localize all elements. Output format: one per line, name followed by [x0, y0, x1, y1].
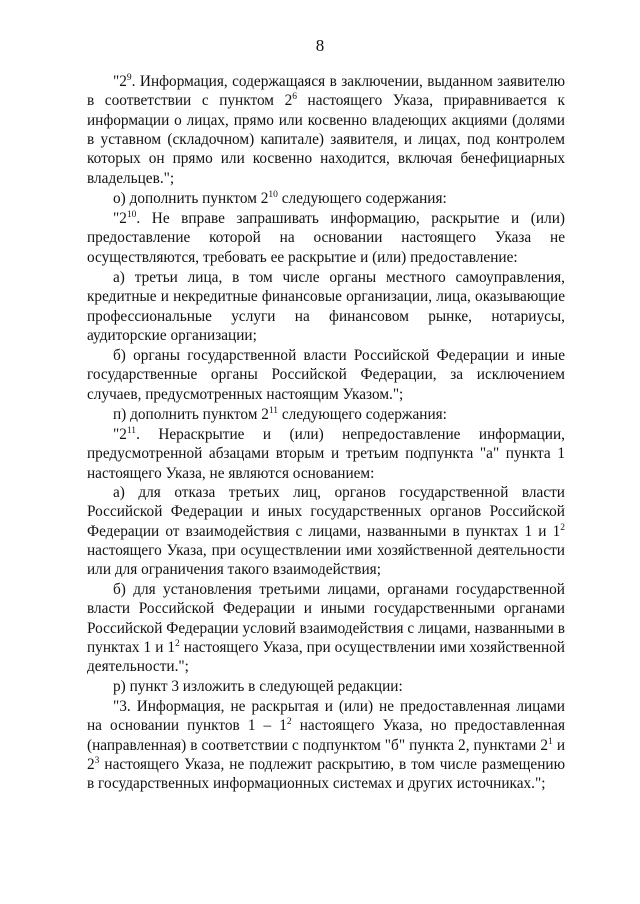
- superscript: 11: [268, 406, 279, 416]
- text-run: а) для отказа третьих лиц, органов государственной власти Российской Федерации и иных государственных органов Российской Федерации от взаимодействия с лицами, названными в пунктах 1 и 1: [87, 484, 565, 540]
- paragraph-2-10-text: [87, 209, 565, 267]
- paragraph-2-9-information: [87, 72, 565, 188]
- superscript: 1: [548, 736, 553, 747]
- superscript: 3: [94, 756, 100, 767]
- text-run: следующего содержания:: [278, 406, 447, 423]
- text-run: р) пункт 3 изложить в следующей редакции:: [113, 678, 403, 695]
- superscript: 2: [175, 639, 180, 650]
- text-run: настоящего Указа, приравнивается к информации о лицах, прямо или косвенно владеющих акциями (долями в уставном (складочном) капитале) заявителя, и лицах, под контролем которых он прямо или косвенно находится, включая бенефициарных владельцев.";: [87, 92, 565, 187]
- text-run: и 2: [87, 736, 566, 774]
- paragraph-subitem-a-refusal: [87, 483, 565, 580]
- text-run: настоящего Указа, не подлежит раскрытию, в том числе размещению в государственных информационных системах и других источниках.";: [87, 756, 565, 793]
- superscript: 2: [286, 717, 292, 728]
- text-run: настоящего Указа, но предоставленная (направленная) в соответствии с подпунктом "б" пункта 2, пунктами 2: [87, 717, 566, 754]
- text-run: настоящего Указа, при осуществлении ими хозяйственной деятельности.";: [87, 639, 565, 676]
- text-run: "2: [113, 73, 127, 90]
- paragraph-subitem-a-third-parties: [87, 268, 565, 345]
- text-run: "2: [113, 210, 127, 227]
- paragraph-item-r: [87, 677, 565, 696]
- text-run: о) дополнить пунктом 2: [113, 190, 269, 207]
- paragraph-2-11-text: [87, 425, 565, 483]
- text-run: п) дополнить пунктом 2: [113, 406, 269, 423]
- text-run: б) для установления третьими лицами, органами государственной власти Российской Федерации и иными государственными органами Российской Федерации условий взаимодействия с лицами, названными в пунктах 1 и 1: [87, 581, 565, 657]
- paragraph-3-information: [87, 697, 565, 794]
- paragraph-subitem-b-state-bodies: [87, 346, 565, 404]
- superscript: 10: [126, 210, 137, 220]
- superscript: 9: [126, 73, 132, 83]
- superscript: 2: [560, 522, 565, 533]
- text-run: . Не вправе запрашивать информацию, раскрытие и (или) предоставление которой на основании настоящего Указа не осуществляются, требовать ее раскрытие и (или) предоставление:: [87, 210, 565, 266]
- superscript: 11: [126, 426, 137, 436]
- text-run: "3. Информация, не раскрытая и (или) не предоставленная лицами на основании пунктов 1 – 1: [87, 698, 565, 735]
- paragraph-item-p: [87, 405, 565, 424]
- page-number: 8: [315, 36, 325, 55]
- superscript: 10: [268, 190, 278, 200]
- text-run: а) третьи лица, в том числе органы местного самоуправления, кредитные и некредитные финансовые организации, лица, оказывающие профессиональные услуги на финансовом рынке, нотариусы, аудиторские организации;: [87, 269, 565, 345]
- text-run: настоящего Указа, при осуществлении ими хозяйственной деятельности или для ограничения такого взаимодействия;: [87, 542, 565, 579]
- text-run: . Информация, содержащаяся в заключении, выданном заявителю в соответствии с пунктом 2: [87, 73, 565, 110]
- text-run: б) органы государственной власти Российской Федерации и иные государственные органы Российской Федерации, за исключением случаев, предусмотренных настоящим Указом.";: [87, 347, 565, 403]
- paragraph-subitem-b-conditions: [87, 580, 565, 677]
- superscript: 6: [292, 92, 297, 103]
- paragraph-item-o: [87, 189, 565, 208]
- text-run: "2: [113, 426, 127, 443]
- text-run: следующего содержания:: [277, 190, 447, 207]
- text-run: . Нераскрытие и (или) непредоставление информации, предусмотренной абзацами вторым и третьим подпункта "а" пункта 1 настоящего Указа, не являются основанием:: [87, 426, 565, 482]
